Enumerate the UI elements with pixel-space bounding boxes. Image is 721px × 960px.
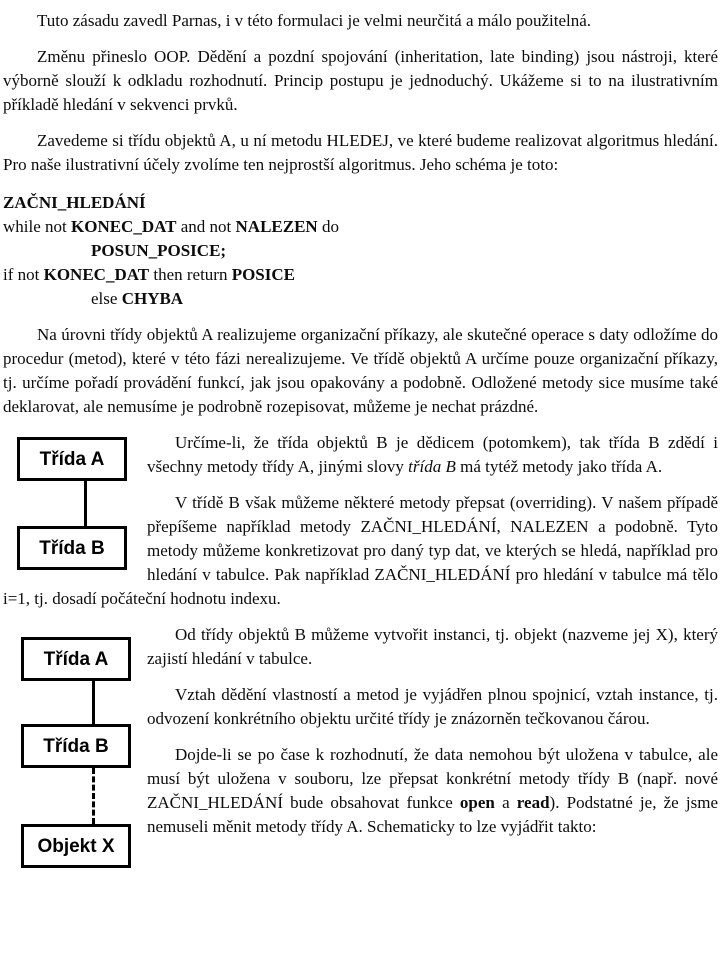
code-line: ZAČNI_HLEDÁNÍ [3,193,146,212]
class-box-trida-b: Třída B [17,526,127,570]
paragraph-inheritance: Určíme-li, že třída objektů B je dědicem (potomkem), tak třída B zdědí i všechny metody třídy A, jinými slovy třída B má tytéž metody jako třída A. [147,433,718,476]
bold-read-function: read [516,793,550,812]
paragraph-organizational-commands: Na úrovni třídy objektů A realizujeme organizační příkazy, ale skutečné operace s daty odložíme do procedur (metod), které v této fázi nerealizujeme. Ve třídě objektů A určíme pouze organizační příkazy, tj. určíme pořadí provádění funkcí, jak jsou opakovány a podobně. Odložené metody sice musíme také deklarovat, ale nemusíme je podrobně rozepisovat, můžeme je nechat prázdné. [3,325,718,416]
paragraph-file-change: Dojde-li se po čase k rozhodnutí, že data nemohou být uložena v tabulce, ale musí být uložena v souboru, lze přepsat konkrétní metody třídy B (např. nové ZAČNI_HLEDÁNÍ bude obsahovat funkce open a read). Podstatné je, že jsme nemuseli měnit metody třídy A. Schematicky to lze vyjádřit takto: [147,745,718,836]
code-block-search-algorithm [3,191,718,311]
class-box-trida-b: Třída B [21,724,131,768]
emphasized-trida-b: třída B [408,457,456,476]
class-box-trida-a: Třída A [17,437,127,481]
code-line: else CHYBA [91,289,184,308]
instance-diagram [3,625,139,877]
code-line: if not KONEC_DAT then return POSICE [3,265,295,284]
class-box-trida-a: Třída A [21,637,131,681]
object-box-x: Objekt X [21,824,131,868]
paragraph-overriding: V třídě B však můžeme některé metody přepsat (overriding). V našem případě přepíšeme například metody ZAČNI_HLEDÁNÍ, NALEZEN a podobně. Tyto metody můžeme konkretizovat pro daný typ dat, ve kterých se hledá, například pro hledání v tabulce. Pak například ZAČNI_HLEDÁNÍ pro hledání v tabulce má tělo i=1, tj. dosadí počáteční hodnotu indexu. [3,493,718,608]
instance-dashed-line [92,768,95,824]
code-line: while not KONEC_DAT and not NALEZEN do [3,217,339,236]
inheritance-line [92,681,95,724]
paragraph-instance: Od třídy objektů B můžeme vytvořit instanci, tj. objekt (nazveme jej X), který zajistí hledání v tabulce. [147,625,718,668]
paragraph-parnas-principle: Tuto zásadu zavedl Parnas, i v této formulaci je velmi neurčitá a málo použitelná. [37,11,592,30]
paragraph-class-a-intro: Zavedeme si třídu objektů A, u ní metodu HLEDEJ, ve které budeme realizovat algoritmus hledání. Pro naše ilustrativní účely zvolíme ten nejprostší algoritmus. Jeho schéma je toto: [3,131,718,174]
bold-open-function: open [459,793,495,812]
paragraph-line-semantics: Vztah dědění vlastností a metod je vyjádřen plnou spojnicí, vztah instance, tj. odvození konkrétního objektu určité třídy je znázorněn tečkovanou čárou. [147,685,718,728]
inheritance-diagram [3,433,137,583]
inheritance-line [84,481,87,526]
code-line: POSUN_POSICE; [91,241,227,260]
paragraph-oop-change: Změnu přineslo OOP. Dědění a pozdní spojování (inheritation, late binding) jsou nástroji, které výborně slouží k odkladu rozhodnutí. Princip postupu je jednoduchý. Ukážeme si to na ilustrativním příkladě hledání v sekvenci prvků. [3,47,718,114]
